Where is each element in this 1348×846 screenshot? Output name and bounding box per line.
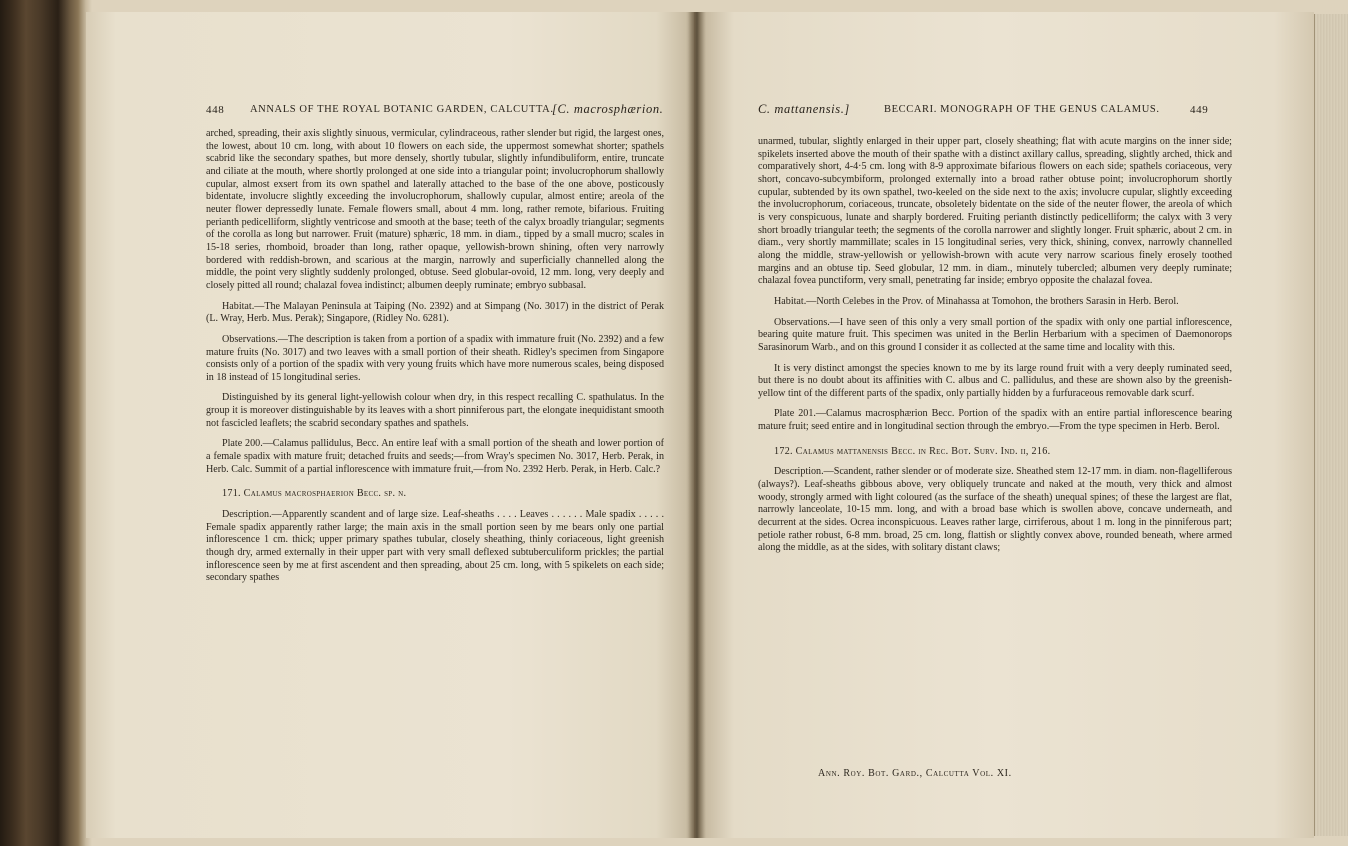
right-paragraph-habitat: Habitat.—North Celebes in the Prov. of Minahassa at Tomohon, the brothers Sarasin in Herb. Berol. bbox=[774, 295, 1179, 307]
right-paragraph-observations: Observations.—I have seen of this only a very small portion of the spadix with only one partial inflorescence, bearing quite mature fruit. This specimen was united in the Berlin Herbarium with a specimen of Daemonorops Sarasinorum Warb., and on this ground I consider it as collected at the same time and locality with this. bbox=[758, 316, 1232, 353]
page-edges bbox=[1314, 14, 1348, 836]
left-header bbox=[206, 104, 676, 120]
left-running-head: ANNALS OF THE ROYAL BOTANIC GARDEN, CALCUTTA. bbox=[250, 104, 554, 115]
left-species-heading: 171. Calamus macrosphaerion Becc. sp. n. bbox=[222, 488, 407, 500]
left-paragraph-distinguished: Distinguished by its general light-yellowish colour when dry, in this respect recalling C. spathulatus. In the group it is moreover distinguishable by its leaves with a short pinniferous part, the elongate inequidistant smooth not fascicled leaflets; the scabrid secondary spathes and spathels. bbox=[206, 392, 664, 429]
left-short-title: [C. macrosphærion. bbox=[552, 102, 664, 116]
right-running-head: BECCARI. MONOGRAPH OF THE GENUS CALAMUS. bbox=[884, 104, 1160, 115]
left-paragraph-habitat: Habitat.—The Malayan Peninsula at Taiping (No. 2392) and at Simpang (No. 3017) in the district of Perak (L. Wray, Herb. Mus. Perak); Singapore, (Ridley No. 6281). bbox=[206, 300, 664, 325]
right-short-title: C. mattanensis.] bbox=[758, 102, 850, 116]
right-footer: Ann. Roy. Bot. Gard., Calcutta Vol. XI. bbox=[818, 768, 1012, 779]
left-paragraph-plate: Plate 200.—Calamus pallidulus, Becc. An entire leaf with a small portion of the sheath and lower portion of a female spadix with mature fruit; detached fruits and seeds;—from Wray's specimen No. 3017, Herb. Perak, in Herb. Calc. Summit of a partial inflorescence with immature fruit,—from No. 2392 Herb. Perak, in Herb. Calc.? bbox=[206, 438, 664, 475]
left-paragraph-1: arched, spreading, their axis slightly sinuous, vermicular, cylindraceous, rather slender but rigid, the largest ones, the lowest, about 10 cm. long, with about 10 flowers on each side, the uppermost somewhat shorter; spathels scabrid like the secondary spathes, but more densely, shortly tubular, slightly infundibuliform, entire, truncate and ciliate at the mouth, where shortly prolonged at one side into a triangular point; involucrophorum shallowly cupular, almost exsert from its own spathel and laterally attached to the base of the one above, posticously bidentate, involucre slightly exceeding the involucrophorum, shallowly cupular, almost entire; areola of the neuter flower depressedly lunate. Female flowers small, about 4 mm. long, rather remote, bifarious. Fruiting perianth pedicelliform, slightly ventricose and smooth at the base; teeth of the calyx broadly triangular; segments of the corolla as long but narrower. Fruit (mature) sphæric, 18 mm. in diam., tipped by a small mucro; scales in 15-18 series, rhomboid, broader than long, rather opaque, yellowish-brown shining, often very narrowly bordered with reddish-brown, and scarious at the margin, narrowly and superficially channelled along the middle, the point very slightly suddenly prolonged, obtuse. Seed globular-ovoid, 12 mm. long, very deeply and closely pitted all round; chalazal fovea indistinct; albumen deeply ruminate; embryo subbasal. bbox=[206, 128, 664, 291]
right-species-heading: 172. Calamus mattanensis Becc. in Rec. Bot. Surv. Ind. ii, 216. bbox=[774, 445, 1051, 457]
left-body-text bbox=[206, 128, 664, 585]
right-paragraph-description: Description.—Scandent, rather slender or of moderate size. Sheathed stem 12-17 mm. in diam. non-flagelliferous (always?). Leaf-sheaths gibbous above, very obliquely truncate and naked at the mouth, very thick and almost woody, strongly armed with light coloured (as the surface of the sheath) unequal spines; of these the largest are flat, narrowly lanceolate, 10-15 mm. long, and with a broad base which is swollen above, concave underneath, and decurrent at the sides. Ocrea inconspicuous. Leaves rather large, cirriferous, about 1 m. long in the pinniferous part; petiole rather robust, 6-8 mm. broad, 25 cm. long, flattish or slightly convex above, rounded beneath, where armed along the middle, as at the sides, with solitary distant claws; bbox=[758, 466, 1233, 554]
book-gutter bbox=[688, 12, 706, 838]
right-paragraph-plate: Plate 201.—Calamus macrosphærion Becc. Portion of the spadix with an entire partial inflorescence bearing mature fruit; seed entire and in longitudinal section through the embryo.—From the type specimen in Herb. Berol. bbox=[758, 408, 1232, 433]
right-body-text bbox=[758, 136, 1232, 555]
right-paragraph-1: unarmed, tubular, slightly enlarged in their upper part, closely sheathing; flat with acute margins on the inner side; spikelets inserted above the mouth of their spathe with a distinct axillary callus, spreading, slightly arched, thick and comparatively short, 4-4·5 cm. long with 8-9 approximate bifarious flowers on each side; spathels coriaceous, very short, concavo-subcymbiform, prolonged externally into a broad rather obtuse point; involucrophorum shortly cupular, subtended by its own spathel, two-keeled on the side next to the axis; involucre cupular, slightly exceeding the involucrophorum, coriaceous, truncate, obsoletely bidentate on the side of the neuter flower, the areola of which is very conspicuous, lunate and sharply bordered. Fruiting perianth distinctly pedicelliform; the calyx with 3 very short broadly triangular teeth; the segments of the corolla narrower and slightly longer. Fruit sphæric, about 2 cm. in diam., very shortly mammillate; scales in 15 longitudinal series, very thick, shining, convex, narrowly channelled along the middle, straw-yellowish or yellowish-brown with acute very narrow scarious finely erosely toothed margins and an obtuse tip. Seed globular, 12 mm. in diam., minutely tubercled; albumen very deeply ruminate; chalazal fovea punctiform, very small, penetrating far inside; embryo opposite the chalazal fovea. bbox=[758, 136, 1232, 287]
right-page-number: 449 bbox=[1190, 104, 1209, 116]
left-page-number: 448 bbox=[206, 104, 225, 116]
right-header bbox=[758, 104, 1228, 120]
left-paragraph-observations: Observations.—The description is taken from a portion of a spadix with immature fruit (No. 2392) and a few mature fruits (No. 3017) and two leaves with a small portion of their sheath. Ridley's specimen from Singapore consists only of a portion of the spadix with very young fruits which have more numerous scales, being disposed in 18 instead of 15 longitudinal series. bbox=[206, 333, 664, 383]
right-paragraph-distinct: It is very distinct amongst the species known to me by its large round fruit with a very deeply ruminated seed, but there is no doubt about its affinities with C. albus and C. pallidulus, and these are shown also by the greenish-yellow tint of the different parts of the spadix, only partially hidden by a furfuraceous removable dark scurf. bbox=[758, 362, 1232, 399]
left-paragraph-description: Description.—Apparently scandent and of large size. Leaf-sheaths . . . . Leaves . . . . . . Male spadix . . . . . Female spadix apparently rather large; the main axis in the small portion seen by me bears only one partial inflorescence 1 cm. thick; upper primary spathes tubular, closely sheathing, thinly coriaceous, light greenish though dry, armed externally in their upper part with very small deflexed subtuberculiform prickles; the partial inflorescence seen by me at first ascendent and then spreading, about 25 cm. long, with 5 spikelets on each side; secondary spathes bbox=[206, 509, 664, 584]
